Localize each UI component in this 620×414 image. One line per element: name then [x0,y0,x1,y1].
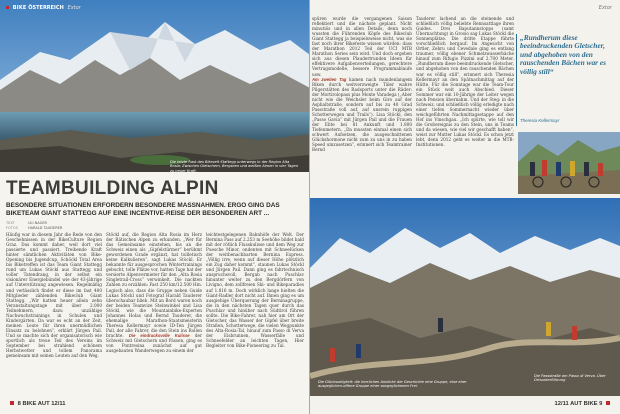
text-credit-value: ULI NAGER [28,221,47,225]
bikers-group-photo [518,132,620,194]
footer-brand: BIKE [22,401,37,407]
pull-quote-author: Theresia Kellermayr [520,118,560,123]
right-column-1-text: spüren wurde die vergangenen Saison reflektiert und die nächste geplant. Nicht minutiös und in allen Details, denn noch wussten die Führenden Köpfe des Bikeclub Giant Stattegg ja beispielsweise nicht, was sie fast noch ihrer Bikefeste wissen würden: dass der Marathon 2012 Teil der UCI MTB Marathon Series sein wird. Und doch ergeben sich aus diesen Plaudertrunden Ideen für effektivere Aufgabenverteilungen, gerechtere Vertragsmodelle, bessere Programmablaufe usw. [312,16,412,77]
brand-label: BIKE [12,5,27,11]
section-header [6,5,81,11]
text-credit-label: TEXT [6,221,15,225]
right-photo-caption-1: Die Passstraße am Passo di Verva. Über Ortsunterführung [534,374,606,383]
edition-label: ÖSTERREICH [28,5,64,11]
red-square-icon [10,401,14,405]
left-column-2-text: Stöckl auf, die Region Alta Rosia im Herz der Rätischen Alpen zu erkunden. „Wer für das Gemeinsame einstehen, bis an die Schweiz einen als „Gipfelstürmer“ berühmt gewordenen Grade ergänzt, hat toilletisch keine Kalkulieren“, sagt Lukas Stöckl. Er bekannte für ausgesprochen Wintertrainings gebucht, tolle Plätze vor, hatten Tage hat der versierte Alpenvermieter für den „Alta Rosia Singletrail-Cross“ verwinkelt. Die nackten Zahlen zu erzählen: Fast 250 km/12.500 Hm. Logisch also, dass die Gruppe neben Guide Lukas Stöckl und Fotograf Harald Tauderer überschaubar blieb. Mit an Bord waren noch der beiden Teamvize Steinwinkel und Lisa Stöckl, wie die Mountainbike-Experten Johannes Holas und Bernd Tauderer, die ehemalige Marathon-Staatsmeisterin Theresa Kellermayr sowie ID-Ten Jürgen Pail, der alle Fahrer, die den Stein ins Rollen brachte. [106,232,202,338]
left-column-3: leichtestgelegenen Bahnhöfe der Welt. Der Bernina Pass auf 2.253 m Seehöhe bildet bald mit der rötlich Flusskulisse und dem Weg zur Puesche Minor, ondenten mit Schneelücken der weitbenachbarten Bernina Express. „Völlig irre, wenn auf dieser Höhe plötzlich ein Zug daher kommt“, staunen Lukas Stöckl und Jürgen Pail. Dann ging es fahrtechnisch anspruchsvoll, Bergab nach Puschlav hinunter weiter zu den Bergdörfern von Livigno, dem zollfreien Ski- und Bikeparadies auf 1.816 m. Doch wirklich lange hielten die Giant-Radler dort nicht auf. Ihnen ging es um ausgiebige Überquerung der Berninagruppe, die in den nächsten Tagen quer durch das Puschlav und hinüber nach Südtirol führen sollte. Die Bike-Fahrer, nah hier am Ort der Gletscher, das Wasser der Gipfel über breite Straßen, Schotterwege, die vielen Wegpunkte des Alta-Rosia-Tal, hinauf zum Passo di Verva der Eisbrunnen, Wasserfälle und Schneefelder an leichten Tagen, Hier Begleiter von Bike-Pioneering zu Tal. [206,232,304,349]
left-column-2-subhead: Die eindrucksvolle Kulisse [128,332,190,338]
right-photo-caption-2: Die Glücksseligkeit: die herrlichen Anblicke der Geschichte eine Gruppe, eine eher ausgeglichen-offene Gruppe einer ausgeglichenen Frei. [318,380,467,389]
rubric-label: Extor [67,5,81,11]
left-photo-caption: Die letzte Rast des Bikezelt Stattegg unterwegs in der Region Alta Rosia: Zwischen Gletschern, Bergseen und weißen Almen in vier Tagen zu neuer Kraft. [170,160,298,173]
quote-rule [516,34,517,126]
photo-credit-value: HARALD TAUDERER [28,226,63,230]
right-column-1 [312,16,412,194]
article-credits [6,221,62,231]
photo-credit-label: FOTOS [6,226,18,230]
article-title: TEAMBUILDING ALPIN [6,178,219,199]
footer-issue: 12/11 AUT [554,401,583,407]
right-footer [555,401,612,407]
glacier-lake-photo [0,0,310,172]
footer-issue: AUT 12/11 [37,401,66,407]
left-footer [8,401,65,407]
red-square-icon [606,401,610,405]
right-column-1-tail: kamen nach mundenlangem Biken durch weitverzweigte Täler wahre Pilgerstätten des Radsports unter die Räder: der Mortirolopass plus Monte Varadega („Aber nicht wie die Weichsler beim Giro auf der Asphaltstraße, sondern auf bis zu 40 Grad Passstraße voll auf, auf unsrem ruppigen Schotterwegen und Trails“). Lisa Stöckl, den „Passo Gavia“ mit Jürgen Pail und die Frauen der Elite bei 81 Ankunft und 1.800 Tiefenmetern. „Da mussten einmal einen sich schwert Aufsetzen, die ausgeschnittenen Glückshormone nicht zum zu uns in zu haben Speed umzusetzen“, erinnert sich Teamtrainer Bernd [312,76,412,153]
right-column-1-subhead: Am zweiten Tag [312,76,347,82]
left-column-2-tail: der Schweiz mit Gletschern und Pässen, ging es von Pontresina zunächst auf gut ausgebauten Wanderwegen zu einem der [106,332,202,354]
left-page-number: 8 [17,401,21,407]
right-page [310,0,620,414]
article-subtitle: BESONDERE SITUATIONEN ERFORDERN BESONDERE MASSNAHMEN. ERGO GING DAS BIKETEAM GIANT STATTEGG AUF EINE INCENTIVE-REISE DER BESONDEREN ART ... [6,202,280,217]
right-rubric: Extor [598,5,612,11]
red-square-icon [6,6,9,9]
left-column-2 [106,232,202,398]
right-page-number: 9 [599,401,603,407]
footer-brand: BIKE [583,401,598,407]
pull-quote: „Rundherum diese beeindruckenden Gletscher, und abgehoben von den rauschenden Bächen war es völlig still“ [520,33,607,76]
mountain-trail-photo [310,198,620,396]
left-column-1: Häufig war in diesem Jahr die Rede von den Geschehnissen in der BikeCulture Region Graz. Das kommt daher, weil dort viel passierte und passiert. Treibende Kraft hinter sämtlichen Aktivitäten von Bike-Opening bis Jugendcup, Schöckl Total Area bis Biketreffen ist das Team Giant Stattegg rund um Lukas Stöckl aus Stattegg und voller Tatendrang, in der selbst ein visionärer Energiebündel wie der 43-jährige auf Unterstützung angewiesen. Regelmäßig und verlässlich findet er diese im fast 400 Mitglieder zählenden Bikeclub Giant Stattegg. „Wir hatten heuer allein zehn Veranstaltungstage mit über 2.000 Teilnehmern, dazu unzählige Nachwuchstrainings in Schulen und Kindergärten. Da war es echt an der Zeit, meinen Leute für ihren unermüdlichen Einsatz zu belohnen“, erklärt Jürgen Pail. Und so machte sich der organisatorisch wie sportlich als treue Teil des Vereins im September bei strahlend schönem Herbstwetter und tollem Panorama gemeinsam mit seinen Leuten auf den Weg. [6,232,102,359]
right-column-2: Tauderer lachend an die steinende und schließlich völlig beliebte Rennsattlage ihren Guides. Drei Baputannstopps (samt Übernachtung) in Grosio sag Lukas Stöckl die Sonnenplätze. Die dritte Etappe führte vorschließlich bergauf: Im Angesicht von Ortler, Zebru und Cevedale ging es entlang traumer, völlig ebener Schmelzwasserbäche hinauf zum Rifugio Pizzini auf 2.700 Meter. „Rundherum diese beeindruckende Gletscher, und abgehoben von den rauschenden Bächen war es völlig still“, erinnert sich Theresia Kellermayr an den Spätnachmittag auf der Hütte. Für die Sonntage war die Team-Tour ein Stück weit auch Abschied. Dieser Sommer war ein 10-Jährige der Leiter wegen nach Pension übernahm. Und der Steg: in die Schweiz, und schließlich völlig erledigte nach einer tiefen Sommernacht wieder über weichgeführten Nachmittagsetappe auf den Hof ins Vinschgau. „Ich spürte, wie toll wir die Großereignis zu den Stein, uns in Teams und da wiesen, wie viel wir geschafft haben“, weist zur Mutter Lukas Stöckl. Es schon jetzt lebt, denn 2012 geht es weiter in die MTB-Institutionen. [416,16,514,148]
